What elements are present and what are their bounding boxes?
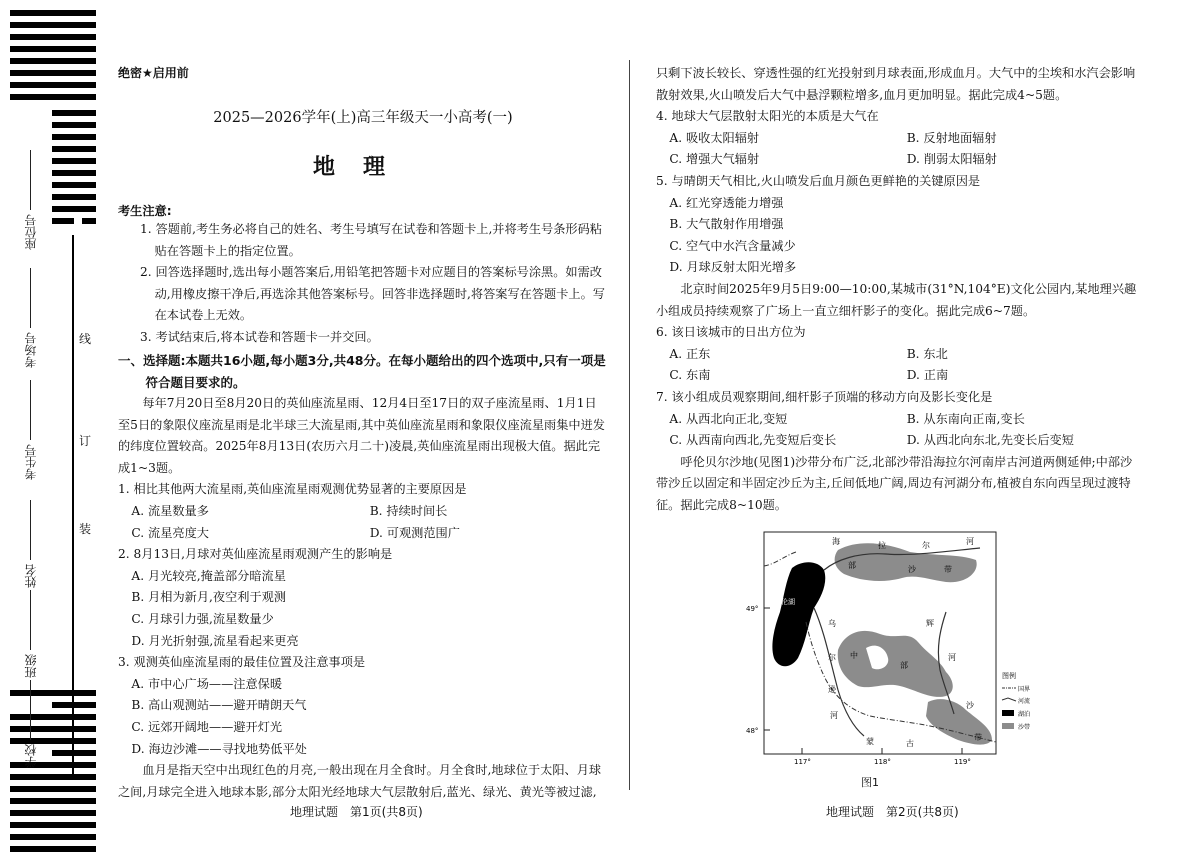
note-item: 3. 考试结束后,将本试卷和答题卡一并交回。 (140, 329, 379, 344)
option: A. 正东 (669, 346, 711, 361)
notes-title: 考生注意: (118, 204, 172, 218)
question-5-stem: 5. 与晴朗天气相比,火山喷发后血月颜色更鲜艳的关键原因是 (656, 173, 981, 188)
question-1-stem: 1. 相比其他两大流星雨,英仙座流星雨观测优势显著的主要原因是 (118, 482, 467, 497)
option: D. 月光折射强,流星看起来更亮 (131, 633, 299, 648)
lon-label: 118° (874, 758, 891, 766)
lon-label: 117° (794, 758, 811, 766)
name-field: 姓名 (22, 500, 62, 588)
lat-label: 48° (746, 727, 759, 735)
option: B. 反射地面辐射 (906, 130, 997, 145)
left-column-body (118, 393, 608, 803)
map-char: 中 (850, 651, 858, 660)
option: A. 从西北向正北,变短 (669, 411, 788, 426)
option: A. 吸收太阳辐射 (669, 130, 760, 145)
hulunbuir-map (740, 530, 1030, 792)
option: B. 东北 (906, 346, 948, 361)
map-char: 部 (900, 661, 908, 670)
legend-lake-symbol (1002, 710, 1014, 716)
map-char: 带 (974, 733, 982, 742)
question-1-options (118, 501, 608, 544)
map-char: 部 (848, 561, 856, 570)
question-7-stem: 7. 该小组成员观察期间,细杆影子顶端的移动方向及影长变化是 (656, 389, 993, 404)
class-field: 班级 (22, 590, 62, 678)
option: A. 市中心广场——注意保暖 (131, 676, 283, 691)
option: C. 远郊开阔地——避开灯光 (131, 719, 283, 734)
legend-sand-symbol (1002, 723, 1014, 729)
map-char: 古 (906, 739, 914, 748)
map-char: 海 (832, 537, 840, 546)
column-divider (629, 60, 630, 790)
map-char: 拉 (878, 541, 886, 550)
map-char: 河 (830, 711, 838, 720)
option: C. 流星亮度大 (131, 525, 209, 540)
lon-label: 119° (954, 758, 971, 766)
binding-word-zhuang: 装 (79, 522, 92, 536)
option: D. 月球反射太阳光增多 (669, 260, 797, 275)
option: C. 增强大气辐射 (669, 152, 760, 167)
option: B. 从东南向正南,变长 (906, 411, 1025, 426)
binding-word-ding: 订 (79, 434, 92, 448)
option: B. 月相为新月,夜空利于观测 (131, 590, 287, 605)
option: A. 月光较亮,掩盖部分暗流星 (131, 568, 286, 583)
question-6-stem: 6. 该日该城市的日出方位为 (656, 325, 806, 340)
note-item: 2. 回答选择题时,选出每小题答案后,用铅笔把答题卡对应题目的答案标号涂黑。如需改动,用橡皮擦干净后,再选涂其他答案标号。回答非选择题时,将答案写在答题卡上。写在本试卷上无效。 (140, 265, 605, 323)
map-char: 辉 (926, 619, 934, 628)
note-item: 1. 答题前,考生务必将自己的姓名、考生号填写在试卷和答题卡上,并将考生号条形码粘贴在答题卡上的指定位置。 (140, 222, 602, 258)
legend-item: 湖泊 (1018, 711, 1030, 718)
exam-room-field: 考场号 (22, 268, 62, 368)
question-4-stem: 4. 地球大气层散射太阳光的本质是大气在 (656, 109, 879, 124)
map-char: 蒙 (866, 737, 874, 746)
map-char: 乌 (828, 619, 836, 628)
option: C. 从西南向西北,先变短后变长 (669, 433, 837, 448)
question-4-options (656, 128, 1144, 171)
passage-meteor: 每年7月20日至8月20日的英仙座流星雨、12月4日至17日的双子座流星雨、1月1日至5日的象限仪座流星雨是北半球三大流星雨,其中英仙座流星雨和象限仪座流星雨集中迸发的纬度位置较高。2025年8月13日(农历六月二十)凌晨,英仙座流星雨出现极大值。据此完成1~3题。 (118, 396, 605, 475)
legend-item: 河流 (1018, 698, 1030, 705)
section-heading: 一、选择题:本题共16小题,每小题3分,共48分。在每小题给出的四个选项中,只有一项是 符合题目要求的。 (118, 353, 606, 390)
option: D. 削弱太阳辐射 (906, 152, 997, 167)
option: D. 正南 (906, 368, 949, 383)
map-char: 河 (966, 537, 974, 546)
question-2-stem: 2. 8月13日,月球对英仙座流星雨观测产生的影响是 (118, 547, 393, 562)
map-char: 带 (944, 565, 952, 574)
notes-list (140, 219, 608, 349)
option: D. 海边沙滩——寻找地势低平处 (131, 741, 307, 756)
map-char: 尔 (828, 653, 836, 662)
option: D. 可观测范围广 (369, 525, 460, 540)
school-field: 学校 (22, 680, 62, 768)
legend-item: 沙带 (1018, 724, 1030, 731)
question-6-options (656, 344, 1144, 387)
subject-title: 地理 (312, 155, 413, 180)
passage-blood-moon-cont: 只剩下波长较长、穿透性强的红光投射到月球表面,形成血月。大气中的尘埃和水汽会影响散射效果,火山喷发后大气中悬浮颗粒增多,血月更加明显。据此完成4~5题。 (656, 66, 1136, 102)
map-char: 沙 (966, 701, 974, 710)
passage-shadow: 北京时间2025年9月5日9:00—10:00,某城市(31°N,104°E)文化公园内,某地理兴趣小组成员持续观察了广场上一直立细杆影子的变化。据此完成6~7题。 (656, 281, 1137, 318)
figure-caption: 图1 (861, 776, 879, 789)
right-column-body (656, 63, 1144, 516)
map-char: 河 (948, 653, 956, 662)
legend-title: 图例 (1002, 672, 1016, 680)
question-3-stem: 3. 观测英仙座流星雨的最佳位置及注意事项是 (118, 655, 366, 670)
option: B. 高山观测站——避开晴朗天气 (131, 698, 307, 713)
lat-label: 49° (746, 605, 759, 613)
map-char: 沙 (908, 565, 916, 574)
legend-river-symbol (1002, 698, 1016, 701)
seat-number-field: 座位号 (22, 150, 62, 250)
option: C. 空气中水汽含量减少 (669, 238, 796, 253)
map-char: 尔 (922, 541, 930, 550)
legend-item: 国界 (1018, 686, 1030, 693)
passage-blood-moon: 血月是指天空中出现红色的月亮,一般出现在月全食时。月全食时,地球位于太阳、月球之间,月球完全进入地球本影,部分太阳光经地球大气层散射后,蓝光、绿光、黄光等被过滤, (118, 763, 602, 799)
option: A. 红光穿透能力增强 (669, 195, 784, 210)
option: C. 东南 (669, 368, 711, 383)
option: B. 大气散射作用增强 (669, 217, 784, 232)
option: B. 持续时间长 (369, 503, 448, 518)
exam-number-field: 考生号 (22, 380, 62, 480)
passage-sandy-land: 呼伦贝尔沙地(见图1)沙带分布广泛,北部沙带沿海拉尔河南岸古河道两侧延伸;中部沙带沙丘以固定和半固定沙丘为主,丘间低地广阔,周边有河湖分布,植被自东向西呈现过渡特征。据此完成8~10题。 (656, 454, 1133, 512)
confidential-mark: 绝密★启用前 (118, 66, 189, 80)
page-footer-right: 地理试题 第2页(共8页) (826, 805, 959, 819)
binding-word-xian: 线 (79, 332, 92, 346)
question-7-options (656, 409, 1144, 452)
option: D. 从西北向东北,先变长后变短 (906, 433, 1074, 448)
option: C. 月球引力强,流星数量少 (131, 611, 274, 626)
option: A. 流星数量多 (131, 503, 209, 518)
map-legend (1002, 671, 1030, 731)
page-footer-left: 地理试题 第1页(共8页) (290, 805, 423, 819)
lake-label: 呼伦湖 (774, 598, 795, 606)
exam-title: 2025—2026学年(上)高三年级天一小高考(一) (213, 110, 513, 126)
map-char: 逊 (828, 685, 836, 694)
